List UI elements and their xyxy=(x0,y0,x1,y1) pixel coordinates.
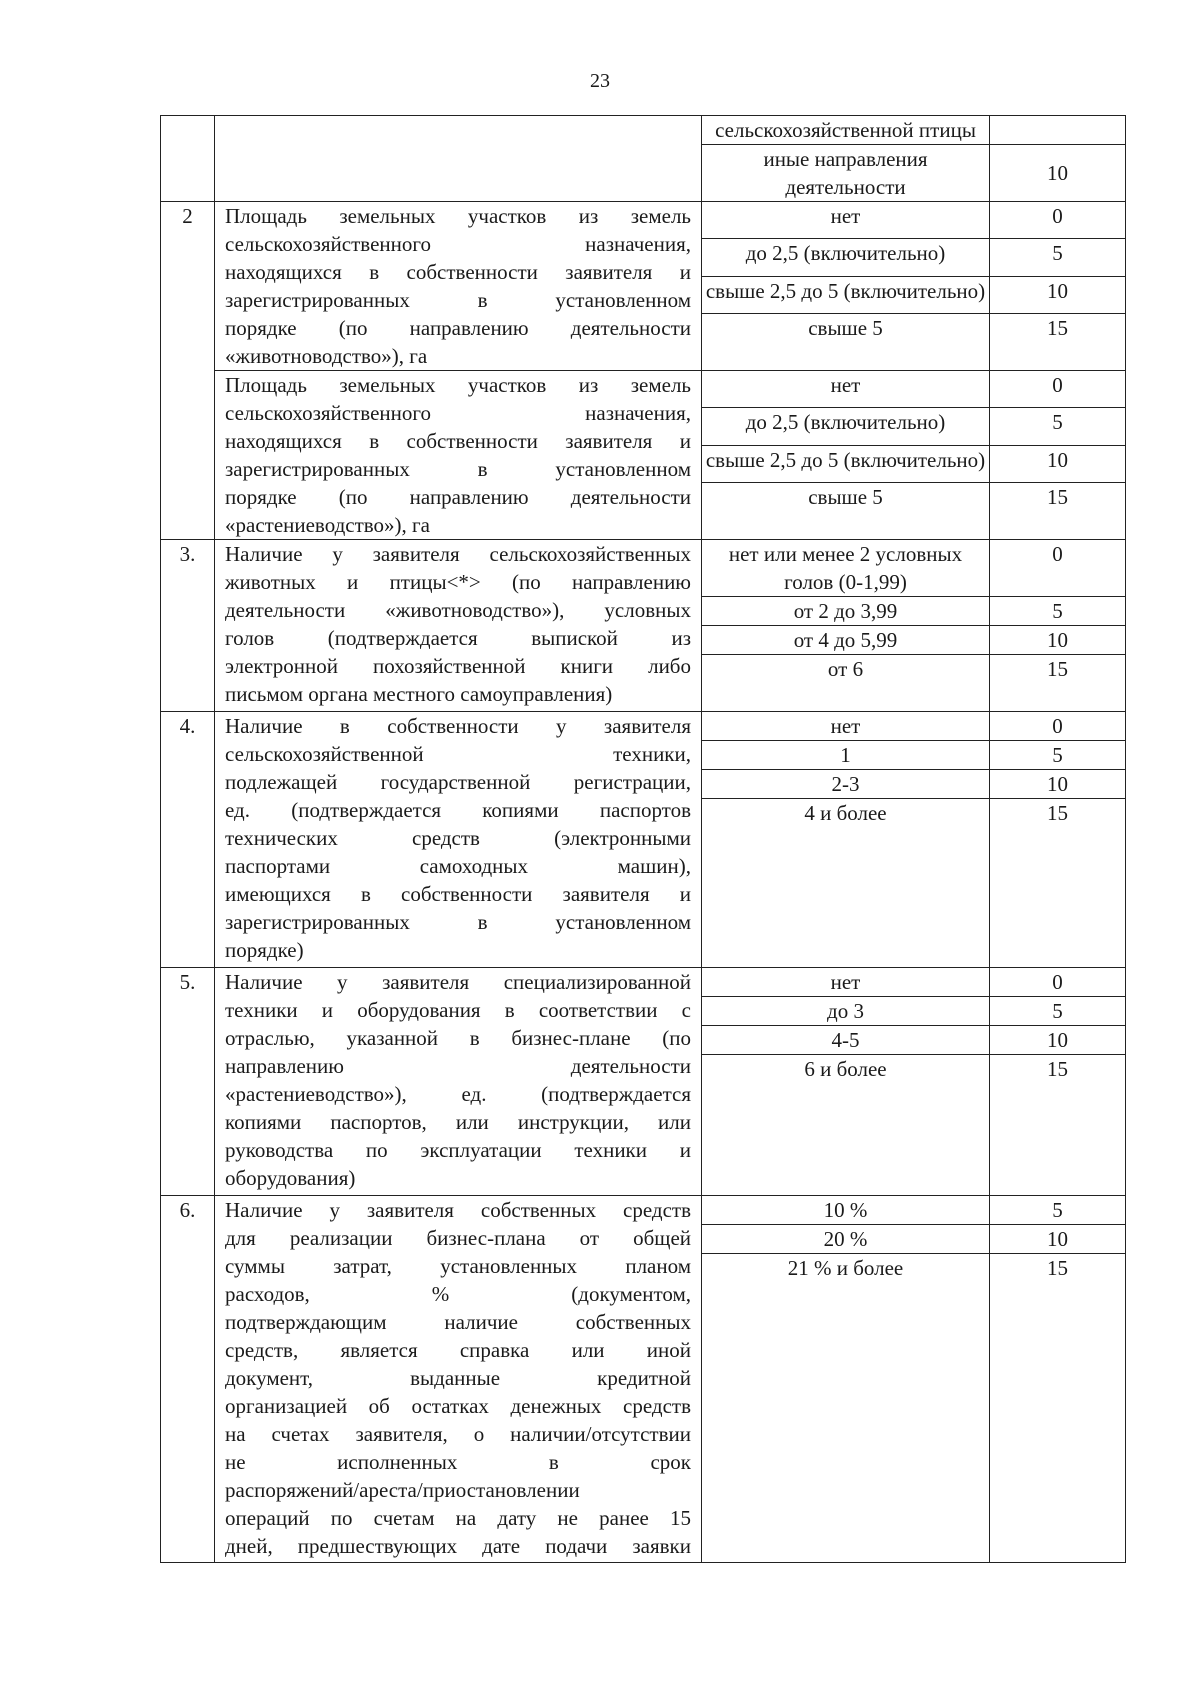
page-number: 23 xyxy=(590,70,610,92)
option-points: 15 xyxy=(990,799,1126,968)
option-points: 15 xyxy=(990,314,1126,371)
option-value: от 2 до 3,99 xyxy=(702,597,990,626)
option-value: свыше 5 xyxy=(702,314,990,371)
option-points: 5 xyxy=(990,1196,1126,1225)
row-number xyxy=(161,116,215,202)
option-points: 0 xyxy=(990,968,1126,997)
criterion-text: Наличие в собственности у заявителя сельскохозяйственной техники, подлежащей государственной регистрации, ед. (подтверждается копиями паспортов технических средств (электронными паспортами самоходных машин), имеющихся в собственности заявителя и зарегистрированных в установленном порядке) xyxy=(215,712,702,968)
option-value: нет xyxy=(702,712,990,741)
row-number: 2 xyxy=(161,202,215,540)
table-row xyxy=(161,1196,1126,1225)
option-value: 20 % xyxy=(702,1225,990,1254)
option-points: 15 xyxy=(990,655,1126,712)
option-value: 1 xyxy=(702,741,990,770)
option-points: 10 xyxy=(990,626,1126,655)
option-points: 10 xyxy=(990,276,1126,313)
option-points: 5 xyxy=(990,741,1126,770)
option-points: 10 xyxy=(990,1026,1126,1055)
option-value: до 2,5 (включительно) xyxy=(702,239,990,276)
option-points: 10 xyxy=(990,445,1126,482)
option-value: свыше 2,5 до 5 (включительно) xyxy=(702,276,990,313)
option-value: до 2,5 (включительно) xyxy=(702,408,990,445)
option-value: иные направления деятельности xyxy=(702,145,990,202)
option-points: 15 xyxy=(990,1055,1126,1196)
option-points: 0 xyxy=(990,371,1126,408)
option-value: нет xyxy=(702,968,990,997)
option-value: от 4 до 5,99 xyxy=(702,626,990,655)
option-value: от 6 xyxy=(702,655,990,712)
option-value: нет xyxy=(702,202,990,239)
option-points: 5 xyxy=(990,997,1126,1026)
option-value: 6 и более xyxy=(702,1055,990,1196)
option-value: сельскохозяйственной птицы xyxy=(702,116,990,145)
option-value: нет xyxy=(702,371,990,408)
criterion-text xyxy=(215,116,702,202)
table-row xyxy=(161,968,1126,997)
table-row xyxy=(161,540,1126,597)
option-points: 0 xyxy=(990,202,1126,239)
option-points: 0 xyxy=(990,712,1126,741)
option-points: 15 xyxy=(990,1254,1126,1563)
option-points: 10 xyxy=(990,770,1126,799)
option-points: 5 xyxy=(990,408,1126,445)
option-points: 10 xyxy=(990,145,1126,202)
table-row xyxy=(161,712,1126,741)
option-points: 10 xyxy=(990,1225,1126,1254)
option-value: нет или менее 2 условных голов (0-1,99) xyxy=(702,540,990,597)
option-points: 5 xyxy=(990,239,1126,276)
criterion-text: Наличие у заявителя специализированной техники и оборудования в соответствии с отраслью, указанной в бизнес-плане (по направлению деятельности «растениеводство»), ед. (подтверждается копиями паспортов, или инструкции, или руководства по эксплуатации техники и оборудования) xyxy=(215,968,702,1196)
row-number: 3. xyxy=(161,540,215,712)
table-row xyxy=(161,116,1126,145)
option-points xyxy=(990,116,1126,145)
option-value: 4 и более xyxy=(702,799,990,968)
option-value: 2-3 xyxy=(702,770,990,799)
option-value: 10 % xyxy=(702,1196,990,1225)
option-value: свыше 5 xyxy=(702,483,990,540)
option-points: 0 xyxy=(990,540,1126,597)
table-row xyxy=(161,371,1126,408)
option-value: до 3 xyxy=(702,997,990,1026)
option-value: 4-5 xyxy=(702,1026,990,1055)
row-number: 5. xyxy=(161,968,215,1196)
criterion-text: Наличие у заявителя собственных средств для реализации бизнес-плана от общей суммы затрат, установленных планом расходов, % (документом, подтверждающим наличие собственных средств, является справка или иной документ, выданные кредитной организацией об остатках денежных средств на счетах заявителя, о наличии/отсутствии не исполненных в срок распоряжений/ареста/приостановлении операций по счетам на дату не ранее 15 дней, предшествующих дате подачи заявки xyxy=(215,1196,702,1563)
option-points: 15 xyxy=(990,483,1126,540)
table-row xyxy=(161,202,1126,239)
criterion-text: Наличие у заявителя сельскохозяйственных животных и птицы<*> (по направлению деятельности «животноводство»), условных голов (подтверждается выпиской из электронной похозяйственной книги либо письмом органа местного самоуправления) xyxy=(215,540,702,712)
criteria-table xyxy=(160,115,1126,1563)
option-points: 5 xyxy=(990,597,1126,626)
criterion-text: Площадь земельных участков из земель сельскохозяйственного назначения, находящихся в собственности заявителя и зарегистрированных в установленном порядке (по направлению деятельности «растениеводство»), га xyxy=(215,371,702,540)
row-number: 6. xyxy=(161,1196,215,1563)
option-value: свыше 2,5 до 5 (включительно) xyxy=(702,445,990,482)
criterion-text: Площадь земельных участков из земель сельскохозяйственного назначения, находящихся в собственности заявителя и зарегистрированных в установленном порядке (по направлению деятельности «животноводство»), га xyxy=(215,202,702,371)
row-number: 4. xyxy=(161,712,215,968)
option-value: 21 % и более xyxy=(702,1254,990,1563)
